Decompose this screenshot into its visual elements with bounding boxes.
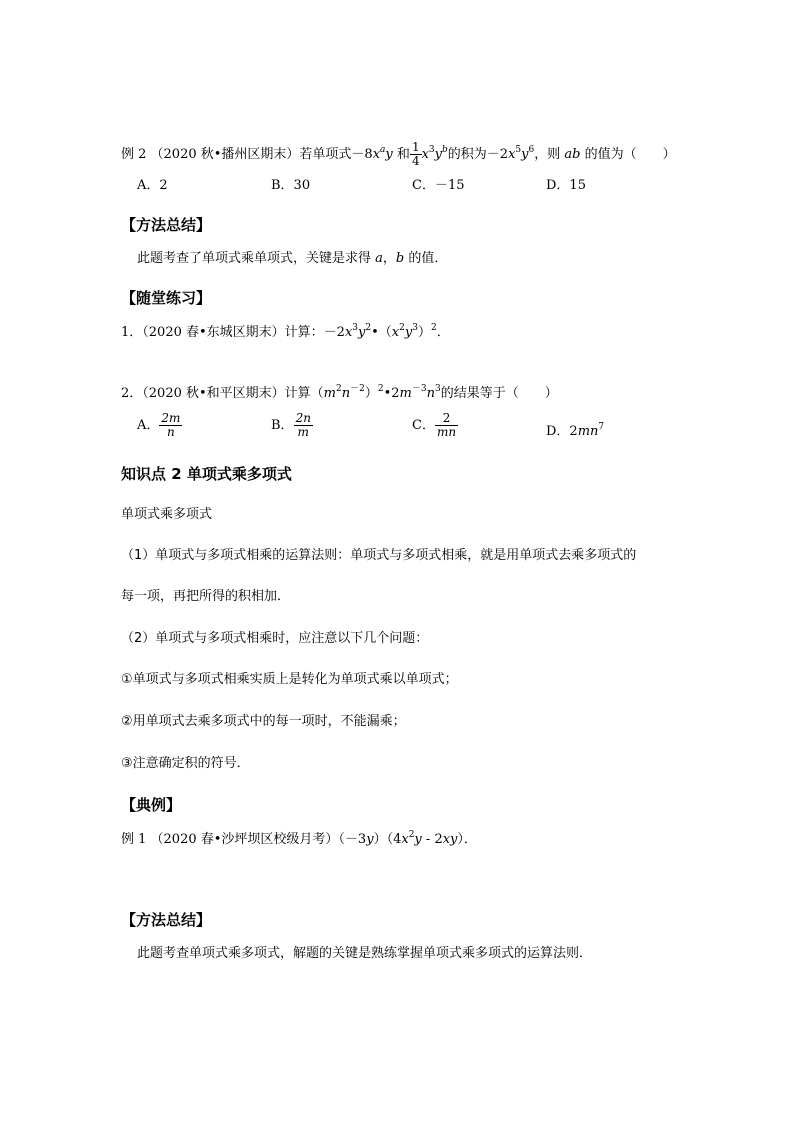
ex2-option-a: A．2 [137,178,168,193]
typical-example-heading: 【典例】 [121,796,182,814]
q2-end: 的结果等于（ ） [440,386,558,401]
q2-mid: ） [364,386,378,401]
kp2-note-1: ①单项式与多项式相乘实质上是转化为单项式乘以单项式； [121,672,458,687]
q2-a-label: A． [137,418,160,433]
ex2-option-c: C．－15 [412,178,465,193]
ex2-prefix: 例 2 （2020 秋•播州区期末）若单项式－8 [121,147,373,162]
q2-b-fraction [294,412,313,439]
q2-option-a [137,412,182,439]
method-summary-2-text: 此题考查单项式乘多项式，解题的关键是熟练掌握单项式乘多项式的运算法则． [137,946,593,961]
q2-prefix: 2．（2020 秋•和平区期末）计算（ [121,386,324,401]
method1-text-c: 的值． [404,251,448,266]
ex2-option-b: B．30 [271,178,311,193]
q2-a-num: 2m [161,411,181,425]
method1-text-b: ， [382,251,396,266]
method-summary-2-heading: 【方法总结】 [121,911,212,929]
practice-question-1: 1．（2020 春•东城区期末）计算：$-2x^3y^2•(x^2y^3)^2$． [121,323,450,340]
q2-b-label: B． [271,418,294,433]
kp2-rule-2: （2）单项式与多项式相乘时，应注意以下几个问题： [121,631,429,646]
frac-denominator: 4 [411,154,420,168]
kp2-rule-1-line-2: 每一项，再把所得的积相加． [121,589,291,604]
q2-option-b [271,412,313,439]
q2-b-den: m [297,425,309,439]
example-1-question: 例 1 （2020 春•沙坪坝区校级月考）$(-3y)(4x^2y - 2xy)$． [121,830,477,847]
kp2-subtitle: 单项式乘多项式 [121,507,213,522]
knowledge-point-2-heading: 知识点 2 单项式乘多项式 [121,465,292,483]
q2-option-d: D．$2mn^7$ [546,422,605,439]
ex2-suffix-a: ，则 [534,147,565,162]
example-end: ）． [457,832,477,847]
method-summary-text [137,251,447,267]
ex2-option-d: D．15 [546,178,586,193]
ex2-mid2: 的积为－2 [447,147,509,162]
practice-question-2: 2．（2020 秋•和平区期末）计算$(m^2n^{-2})^2•2m^{-3}n^3$的结果等于（ ） [121,384,558,401]
ex2-var-ab: ab [564,147,581,162]
method-summary-heading: 【方法总结】 [121,216,212,234]
q2-d-label: D．2 [546,424,578,439]
ex2-mid1: 和 [396,147,410,162]
q2-c-num: 2 [435,412,458,426]
q2-option-c [412,412,458,439]
frac-numerator: 1 [411,140,420,154]
example-2-question: 例 2 （2020 秋•播州区期末）若单项式$-8x^ay$ 和 $\frac{1}{4}$ $x^3y^b$的积为$-2x^5y^6$，则 ab 的值为（ ） [121,140,676,168]
ex2-suffix-c: 的值为（ ） [580,147,676,162]
kp2-note-2: ②用单项式去乘多项式中的每一项时，不能漏乘； [121,714,406,729]
q1-tail: ． [436,325,450,340]
q2-mid2: •2 [383,386,400,401]
practice-heading: 【随堂练习】 [121,289,212,307]
q2-a-den: n [167,425,175,439]
q2-c-fraction [435,412,458,439]
fraction-one-quarter [410,141,422,168]
method1-var-a: a [375,251,383,266]
example-mid: ）（4 [373,832,402,847]
method1-var-b: b [395,251,405,266]
kp2-rule-1-line-1: （1）单项式与多项式相乘的运算法则：单项式与多项式相乘，就是用单项式去乘多项式的 [121,548,637,563]
q2-b-num: 2n [295,411,311,425]
example-prefix: 例 1 （2020 春•沙坪坝区校级月考）（－3 [121,832,367,847]
q1-mid: •（ [371,325,392,340]
q2-c-label: C． [412,418,435,433]
q2-a-fraction [159,412,182,439]
q1-end: ） [417,325,431,340]
q1-prefix: 1．（2020 春•东城区期末）计算：－2 [121,325,345,340]
example-mid2: - 2 [421,832,443,847]
q2-c-den: mn [436,425,457,439]
kp2-note-3: ③注意确定积的符号． [121,756,250,771]
method1-text-a: 此题考查了单项式乘单项式，关键是求得 [137,251,376,266]
